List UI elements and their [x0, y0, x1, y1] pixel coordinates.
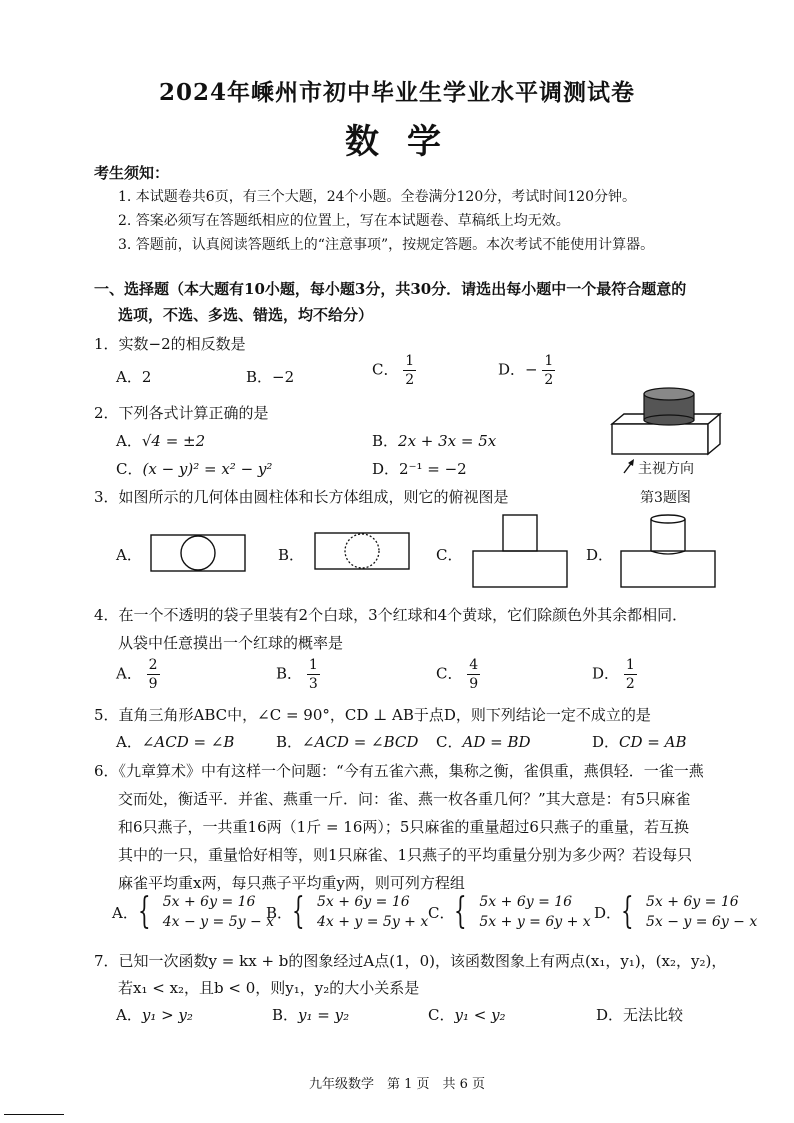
q2-stem: 2．下列各式计算正确的是: [94, 404, 269, 422]
bottom-rule: [4, 1114, 64, 1115]
q6-stem-line4: 其中的一只，重量恰好相等，则1只麻雀、1只燕子的平均重量分别为多少两？若设每只: [118, 846, 693, 864]
q2-option-d: D．2⁻¹ = −2: [372, 460, 467, 478]
q3-option-b-figure: [314, 532, 410, 570]
q1-option-a: [116, 366, 151, 387]
q7-option-c: C．y₁ < y₂: [428, 1006, 506, 1024]
q6-stem-line5: 麻雀平均重x两，每只燕子平均重y两，则可列方程组: [118, 874, 465, 892]
fraction: $\frac{2}{9}$: [148, 657, 158, 692]
minus-sign: −: [525, 360, 538, 379]
q6-stem-line2: 交而处，衡适平．并雀、燕重一斤．问：雀、燕一枚各重几何？”其大意是：有5只麻雀: [118, 790, 691, 808]
brace: {: [137, 891, 151, 932]
section1-heading-line2: 选项，不选、多选、错选，均不给分）: [118, 306, 374, 324]
notice-heading: 考生须知：: [94, 164, 170, 182]
q4-stem-line1: 4．在一个不透明的袋子里装有2个白球，3个红球和4个黄球，它们除颜色外其余都相同．: [94, 606, 688, 624]
q7-option-d: D．无法比较: [596, 1006, 684, 1024]
view-direction-arrow: [622, 458, 636, 474]
q2-option-a: A．√4 = ±2: [116, 432, 206, 450]
fraction: $\frac{1}{2}$: [625, 657, 635, 692]
q6-stem-line3: 和6只燕子，一共重16两（1斤 = 16两）；5只麻雀的重量超过6只燕子的重量，若互换: [118, 818, 689, 836]
q6-option-c: C． { 5x + 6y = 16 5x + y = 6y + x: [428, 891, 591, 932]
q3-option-a-label: A．: [116, 546, 142, 564]
fraction: $\frac{1}{2}$: [405, 353, 415, 388]
q1-option-d: [498, 354, 555, 387]
q4-stem-line2: 从袋中任意摸出一个红球的概率是: [118, 634, 344, 652]
option-value: 2: [141, 368, 152, 386]
q6-option-b: B． { 5x + 6y = 16 4x + y = 5y + x: [266, 891, 429, 932]
figure3-caption: 第3题图: [640, 490, 691, 506]
q2-option-c: C．(x − y)² = x² − y²: [116, 460, 273, 478]
q3-option-d-label: D．: [586, 546, 614, 564]
view-direction-label: 主视方向: [638, 461, 694, 477]
q5-option-d: D．CD = AB: [592, 733, 687, 751]
q7-stem-line2: 若x₁ < x₂，且b < 0，则y₁，y₂的大小关系是: [118, 979, 420, 997]
q3-figure-solid: [604, 382, 724, 460]
q5-option-c: C．AD = BD: [436, 733, 531, 751]
option-label: A．: [116, 368, 142, 386]
fraction: $\frac{1}{3}$: [308, 657, 318, 692]
q4-option-d: D． $\frac{1}{2}$: [592, 657, 635, 692]
option-value: −2: [272, 368, 295, 386]
q6-stem-line1: 6．《九章算术》中有这样一个问题：“今有五雀六燕，集称之衡，雀俱重，燕俱轻．一雀一燕: [94, 762, 704, 780]
exam-title: 2024年嵊州市初中毕业生学业水平调测试卷: [158, 79, 635, 106]
notice-item-2: 2. 答案必须写在答题纸相应的位置上，写在本试题卷、草稿纸上均无效。: [118, 213, 570, 229]
notice-item-3: 3. 答题前，认真阅读答题纸上的“注意事项”，按规定答题。本次考试不能使用计算器。: [118, 237, 655, 253]
option-label: D．: [498, 360, 526, 379]
brace: {: [292, 891, 305, 932]
q3-option-d-figure: [620, 514, 716, 588]
q5-option-b: B．∠ACD = ∠BCD: [276, 733, 419, 751]
q7-stem-line1: 7．已知一次函数y = kx + b的图象经过A点(1，0)，该函数图象上有两点(x₁，y₁)，(x₂，y₂)，: [94, 952, 727, 970]
section1-heading-line1: 一、选择题（本大题有10小题，每小题3分，共30分．请选出每小题中一个最符合题意的: [94, 280, 687, 298]
q3-option-c-label: C．: [436, 546, 463, 564]
q7-option-b: B．y₁ = y₂: [272, 1006, 350, 1024]
subject-title: 数学: [345, 122, 469, 162]
q5-option-a: A．∠ACD = ∠B: [116, 733, 235, 751]
q3-stem: 3．如图所示的几何体由圆柱体和长方体组成，则它的俯视图是: [94, 488, 509, 506]
q4-option-c: C． $\frac{4}{9}$: [436, 657, 479, 692]
q5-stem: 5．直角三角形ABC中，∠C = 90°，CD ⊥ AB于点D，则下列结论一定不成立的是: [94, 706, 651, 724]
fraction: $\frac{1}{2}$: [544, 353, 554, 388]
q7-option-a: A．y₁ > y₂: [116, 1006, 193, 1024]
q1-option-c: [372, 354, 416, 387]
q4-option-a: A． $\frac{2}{9}$: [116, 657, 158, 692]
page-footer: 九年级数学 第 1 页 共 6 页: [308, 1077, 486, 1092]
q4-option-b: B． $\frac{1}{3}$: [276, 657, 318, 692]
q2-option-b: B．2x + 3x = 5x: [372, 432, 497, 450]
q6-option-a: A． { 5x + 6y = 16 4x − y = 5y − x: [112, 891, 275, 932]
option-label: B．: [246, 368, 273, 386]
q1-stem: 1．实数−2的相反数是: [94, 335, 246, 353]
brace: {: [454, 891, 468, 932]
q3-option-a-figure: [150, 534, 246, 572]
option-label: C．: [372, 360, 399, 379]
notice-item-1: 1. 本试题卷共6页，有三个大题，24个小题。全卷满分120分，考试时间120分钟。: [118, 189, 636, 205]
q1-option-b: [246, 366, 294, 387]
fraction: $\frac{4}{9}$: [469, 657, 479, 692]
q3-option-c-figure: [472, 514, 568, 588]
q6-option-d: D． { 5x + 6y = 16 5x − y = 6y − x: [594, 891, 758, 932]
q3-option-b-label: B．: [278, 546, 305, 564]
brace: {: [621, 891, 634, 932]
